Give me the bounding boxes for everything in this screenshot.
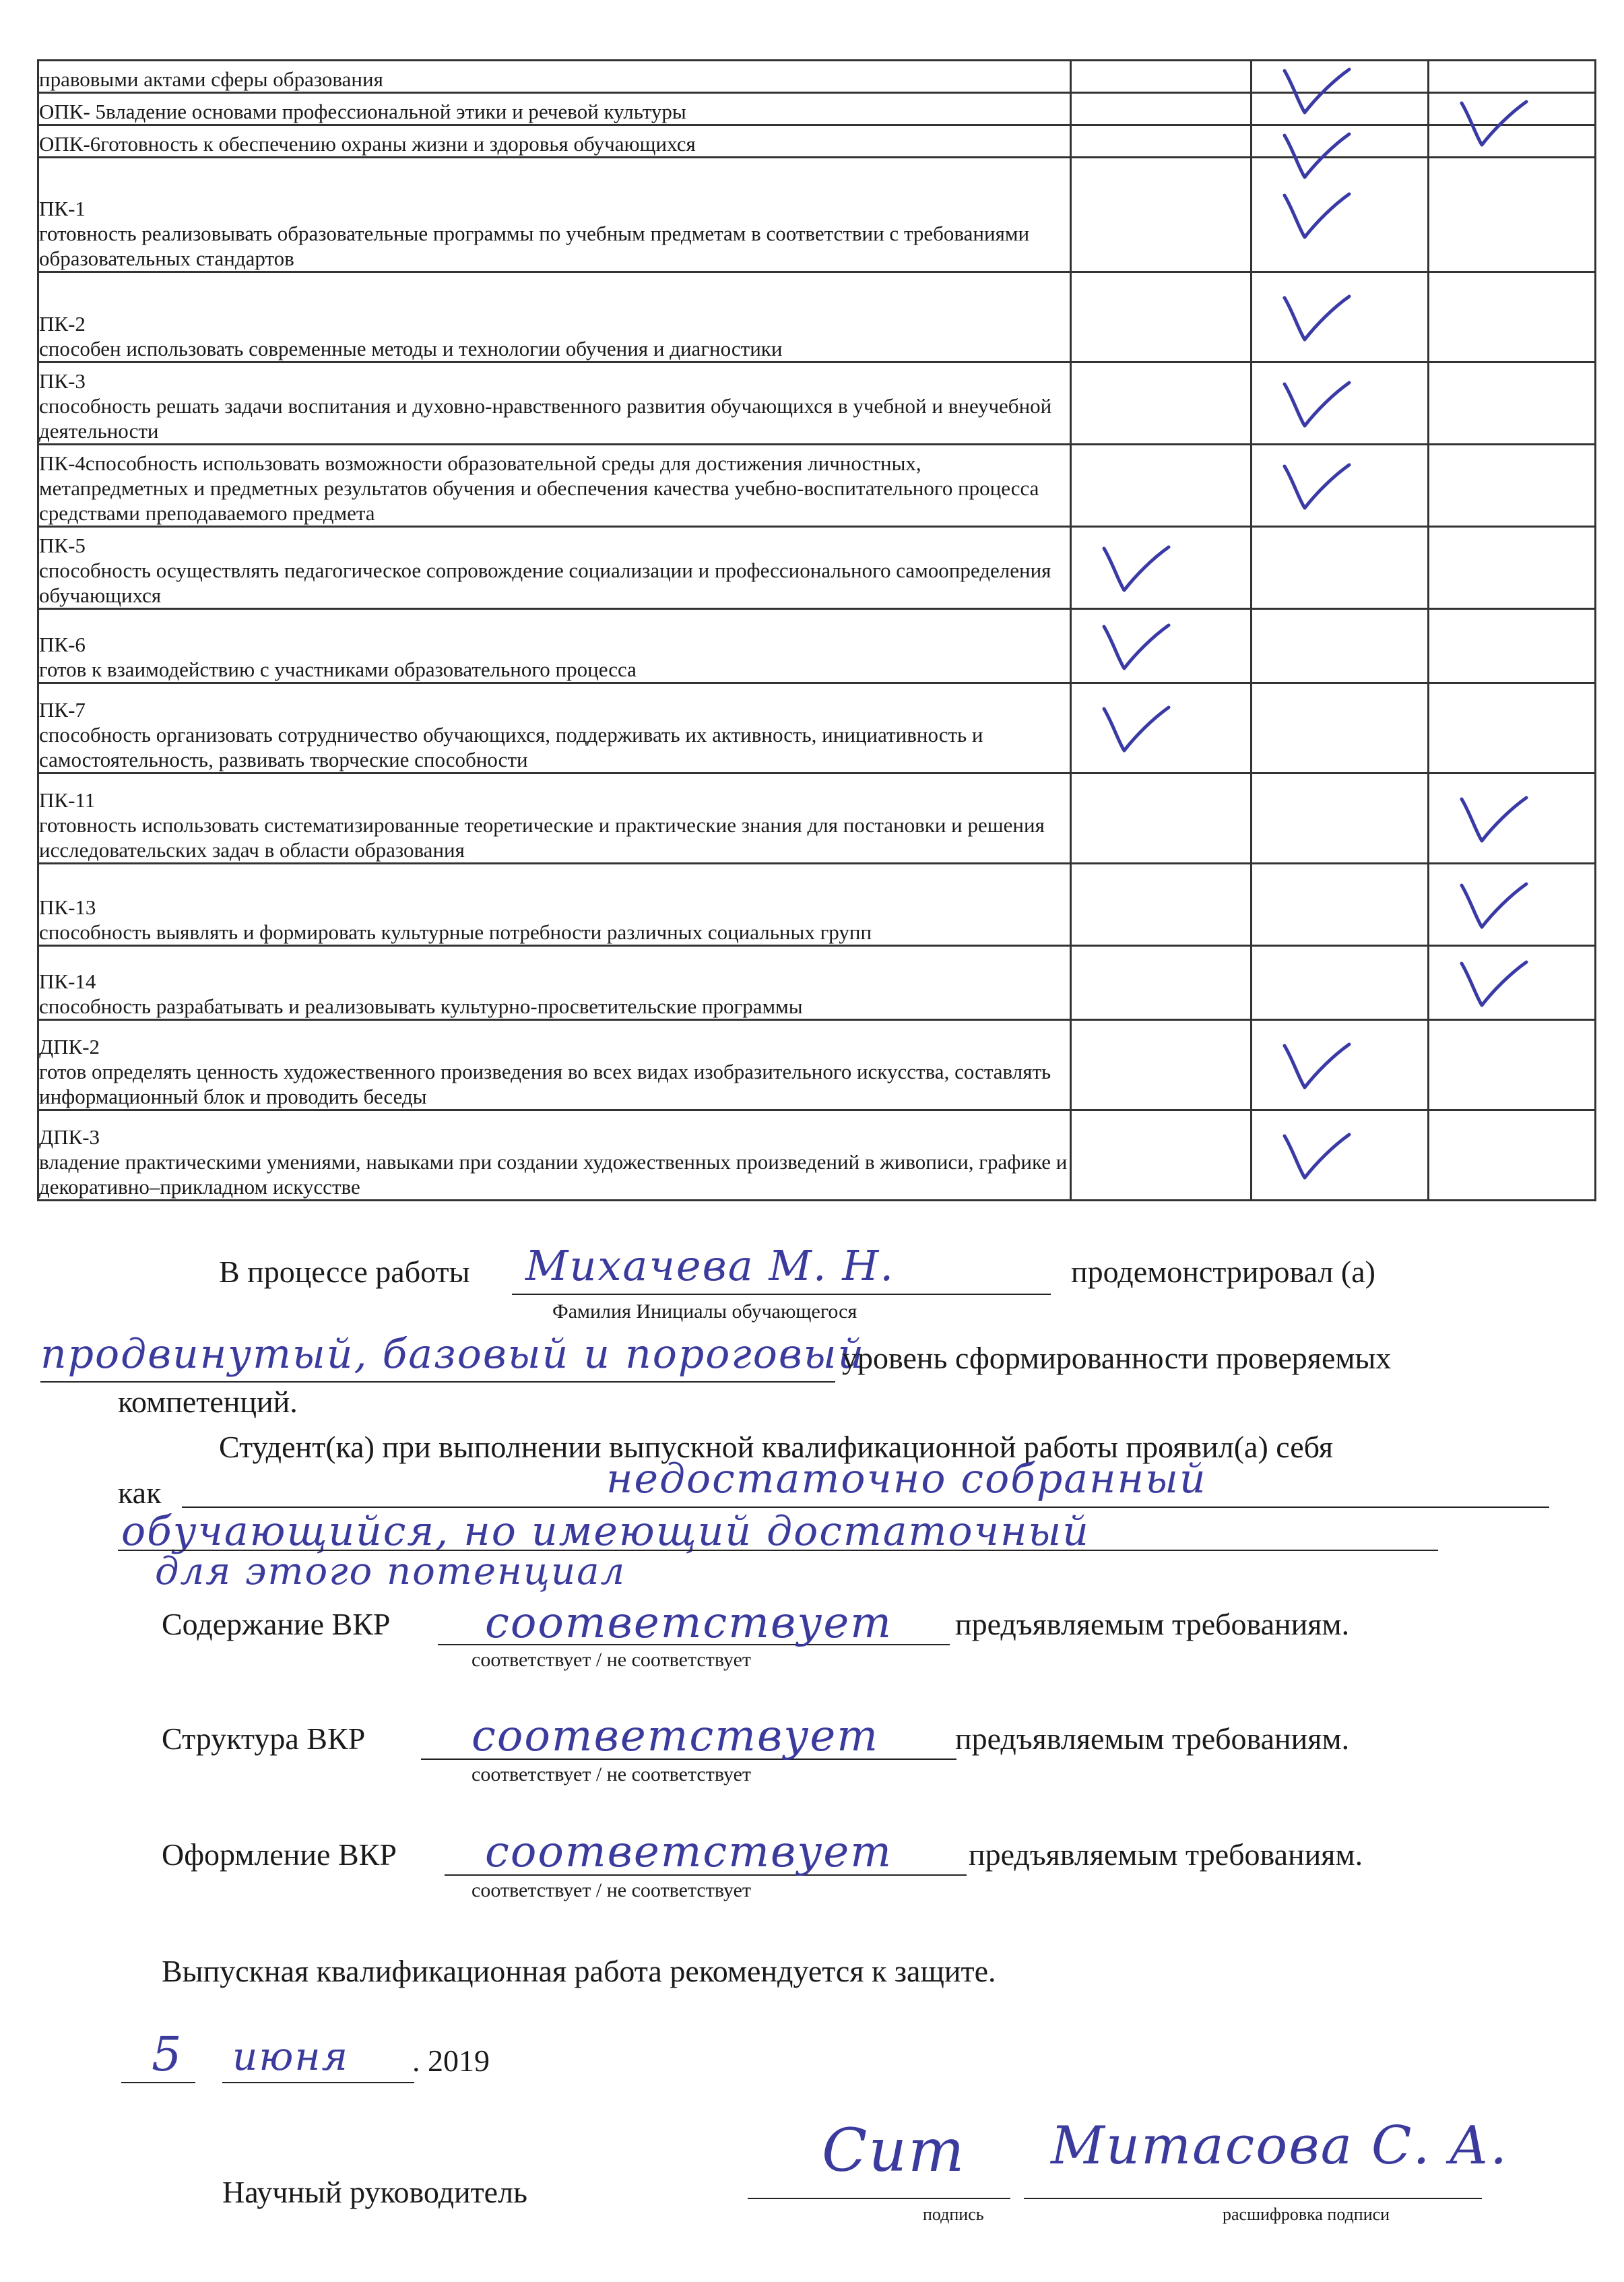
competency-text: правовыми актами сферы образования: [39, 67, 383, 91]
competency-row: [38, 683, 1596, 773]
competency-code: ПК-2: [39, 312, 86, 336]
competency-row: [38, 946, 1596, 1020]
content-req: предъявляемым требованиям.: [955, 1607, 1350, 1641]
name-line: [512, 1294, 1051, 1295]
signature-handwritten: Сит: [822, 2116, 966, 2185]
level-cell-1: [1071, 272, 1252, 362]
level-cell-3: [1429, 773, 1596, 864]
competency-code: ПК-14: [39, 970, 96, 993]
date-year: . 2019: [412, 2043, 490, 2078]
checkmark-icon: [1252, 363, 1427, 443]
competency-row: [38, 527, 1596, 609]
competency-text: ОПК-6готовность к обеспечению охраны жизни и здоровья обучающихся: [39, 132, 696, 156]
level-cell-3: [1429, 93, 1596, 125]
level-cell-1: [1071, 609, 1252, 683]
level-cell-3: [1429, 527, 1596, 609]
checkmark-icon: [1072, 684, 1250, 772]
level-cell-3: [1429, 1110, 1596, 1201]
competency-description: [38, 445, 1071, 527]
competency-description: [38, 527, 1071, 609]
level-cell-1: [1071, 362, 1252, 445]
competency-row: [38, 1020, 1596, 1110]
date-month-handwritten: июня: [232, 2033, 350, 2079]
level-cell-2: [1252, 1110, 1429, 1201]
level-cell-3: [1429, 158, 1596, 272]
competency-row: [38, 362, 1596, 445]
checkmark-icon: [1252, 61, 1427, 92]
checkmark-icon: [1429, 774, 1594, 862]
level-line: [40, 1381, 835, 1383]
level-cell-1: [1071, 445, 1252, 527]
competency-code: ПК-3: [39, 369, 86, 393]
checkmark-icon: [1252, 1021, 1427, 1109]
level-handwritten: продвинутый, базовый и пороговый: [40, 1331, 866, 1378]
content-value-handwritten: соответствует: [485, 1598, 892, 1648]
level-cell-2: [1252, 683, 1429, 773]
checkmark-icon: [1252, 126, 1427, 156]
level-label: уровень сформированности проверяемых: [842, 1341, 1392, 1375]
level-cell-1: [1071, 158, 1252, 272]
signature-decode-line: [1024, 2198, 1482, 2199]
format-label: Оформление ВКР: [162, 1837, 397, 1872]
content-label: Содержание ВКР: [162, 1607, 391, 1641]
recommendation-text: Выпускная квалификационная работа рекомендуется к защите.: [162, 1954, 996, 1988]
content-caption: соответствует / не соответствует: [472, 1649, 752, 1671]
signature-decode-caption: расшифровка подписи: [1223, 2205, 1390, 2224]
checkmark-icon: [1252, 273, 1427, 361]
name-caption: Фамилия Инициалы обучающегося: [552, 1300, 857, 1323]
level-cell-2: [1252, 609, 1429, 683]
competency-code: ДПК-2: [39, 1035, 100, 1058]
competency-description: [38, 946, 1071, 1020]
kak-label: как: [118, 1476, 162, 1510]
date-day-handwritten: 5: [152, 2027, 183, 2082]
level-cell-3: [1429, 61, 1596, 93]
structure-req: предъявляемым требованиям.: [955, 1721, 1350, 1756]
supervisor-label: Научный руководитель: [222, 2175, 528, 2209]
signature-line: [748, 2198, 1010, 2199]
competency-description: [38, 609, 1071, 683]
competency-row: [38, 158, 1596, 272]
structure-value-handwritten: соответствует: [472, 1711, 879, 1761]
competency-row: [38, 125, 1596, 158]
checkmark-icon: [1429, 94, 1594, 124]
quality-line3-handwritten: для этого потенциал: [155, 1550, 626, 1593]
level-cell-1: [1071, 1110, 1252, 1201]
level-cell-3: [1429, 1020, 1596, 1110]
date-month-line: [222, 2082, 414, 2083]
level-cell-1: [1071, 61, 1252, 93]
level-cell-2: [1252, 272, 1429, 362]
level-cell-3: [1429, 445, 1596, 527]
competencies-table: [37, 59, 1596, 1201]
competency-description: [38, 158, 1071, 272]
competency-code: ПК-6: [39, 633, 86, 656]
competency-code: ПК-7: [39, 698, 86, 722]
quality-line1-handwritten: недостаточно собранный: [606, 1455, 1207, 1502]
competency-text: способность выявлять и формировать культурные потребности различных социальных групп: [39, 920, 872, 944]
level-cell-2: [1252, 158, 1429, 272]
competency-code: ПК-5: [39, 534, 86, 557]
structure-caption: соответствует / не соответствует: [472, 1763, 752, 1785]
level-cell-1: [1071, 93, 1252, 125]
process-label: В процессе работы: [219, 1255, 470, 1289]
level-cell-1: [1071, 773, 1252, 864]
competency-text: способность решать задачи воспитания и духовно-нравственного развития обучающихся в учебной и внеучебной деятельности: [39, 394, 1052, 443]
level-cell-2: [1252, 773, 1429, 864]
level-cell-1: [1071, 683, 1252, 773]
checkmark-icon: [1252, 158, 1427, 271]
level-cell-3: [1429, 683, 1596, 773]
level-cell-1: [1071, 864, 1252, 946]
competency-text: ОПК- 5владение основами профессиональной этики и речевой культуры: [39, 100, 686, 123]
competency-row: [38, 272, 1596, 362]
competency-text: способность осуществлять педагогическое сопровождение социализации и профессионального самоопределения обучающихся: [39, 559, 1051, 607]
competency-text: готов определять ценность художественного произведения во всех видах изобразительного искусства, составлять информационный блок и проводить беседы: [39, 1060, 1051, 1108]
level-cell-3: [1429, 864, 1596, 946]
quality-line2-handwritten: обучающийся, но имеющий достаточный: [121, 1508, 1090, 1555]
checkmark-icon: [1252, 445, 1427, 526]
format-req: предъявляемым требованиям.: [969, 1837, 1363, 1872]
level-cell-1: [1071, 946, 1252, 1020]
competency-description: [38, 773, 1071, 864]
level-cell-3: [1429, 609, 1596, 683]
competency-row: [38, 864, 1596, 946]
level-cell-3: [1429, 362, 1596, 445]
competency-text: владение практическими умениями, навыками при создании художественных произведений в живописи, графике и декоративно–прикладном искусстве: [39, 1150, 1068, 1199]
level-cell-2: [1252, 362, 1429, 445]
competency-row: [38, 93, 1596, 125]
level-cell-2: [1252, 93, 1429, 125]
competency-text: готовность реализовывать образовательные программы по учебным предметам в соответствии с требованиями образовательных стандартов: [39, 222, 1030, 270]
competency-row: [38, 609, 1596, 683]
checkmark-icon: [1252, 1111, 1427, 1199]
signature-caption: подпись: [923, 2205, 984, 2224]
checkmark-icon: [1072, 528, 1250, 608]
level-cell-2: [1252, 527, 1429, 609]
student-showed-label: Студент(ка) при выполнении выпускной квалификационной работы проявил(а) себя: [219, 1430, 1334, 1464]
level-cell-3: [1429, 125, 1596, 158]
competency-text: ПК-4способность использовать возможности образовательной среды для достижения личностных, метапредметных и предметных результатов обучения и обеспечения качества учебно-воспитательного процесса средствами преподаваемого предмета: [39, 451, 1039, 525]
competency-description: [38, 362, 1071, 445]
checkmark-icon: [1072, 610, 1250, 682]
competency-text: готовность использовать систематизированные теоретические и практические знания для постановки и решения исследовательских задач в области образования: [39, 813, 1045, 862]
level-cell-2: [1252, 1020, 1429, 1110]
competency-description: [38, 1110, 1071, 1201]
format-value-handwritten: соответствует: [485, 1827, 892, 1877]
competency-description: [38, 93, 1071, 125]
competency-code: ПК-11: [39, 788, 96, 812]
competency-row: [38, 445, 1596, 527]
level-cell-2: [1252, 445, 1429, 527]
student-name-handwritten: Михачева М. Н.: [525, 1241, 895, 1290]
date-day-line: [121, 2082, 195, 2083]
competency-description: [38, 125, 1071, 158]
competency-code: ПК-1: [39, 197, 86, 220]
level-cell-1: [1071, 1020, 1252, 1110]
competency-description: [38, 1020, 1071, 1110]
competency-description: [38, 683, 1071, 773]
competency-text: способен использовать современные методы и технологии обучения и диагностики: [39, 337, 783, 360]
competency-row: [38, 1110, 1596, 1201]
competency-text: способность разрабатывать и реализовывать культурно-просветительские программы: [39, 994, 803, 1018]
competency-text: способность организовать сотрудничество обучающихся, поддерживать их активность, инициативность и самостоятельность, развивать творческие способности: [39, 723, 983, 771]
competency-code: ДПК-3: [39, 1125, 100, 1149]
checkmark-icon: [1429, 947, 1594, 1019]
supervisor-name-handwritten: Митасова С. А.: [1051, 2116, 1509, 2176]
checkmark-icon: [1429, 864, 1594, 945]
level-cell-2: [1252, 864, 1429, 946]
competency-row: [38, 61, 1596, 93]
competency-text: готов к взаимодействию с участниками образовательного процесса: [39, 658, 637, 681]
level-cell-1: [1071, 125, 1252, 158]
competency-description: [38, 864, 1071, 946]
level-cell-2: [1252, 61, 1429, 93]
level-cell-2: [1252, 946, 1429, 1020]
competency-code: ПК-13: [39, 895, 96, 919]
level-cell-3: [1429, 272, 1596, 362]
level-cell-3: [1429, 946, 1596, 1020]
competency-description: [38, 61, 1071, 93]
competency-description: [38, 272, 1071, 362]
competencies-word: компетенций.: [118, 1385, 298, 1419]
competency-row: [38, 773, 1596, 864]
format-caption: соответствует / не соответствует: [472, 1879, 752, 1901]
demonstrated-label: продемонстрировал (а): [1071, 1255, 1375, 1289]
level-cell-2: [1252, 125, 1429, 158]
level-cell-1: [1071, 527, 1252, 609]
structure-label: Структура ВКР: [162, 1721, 366, 1756]
